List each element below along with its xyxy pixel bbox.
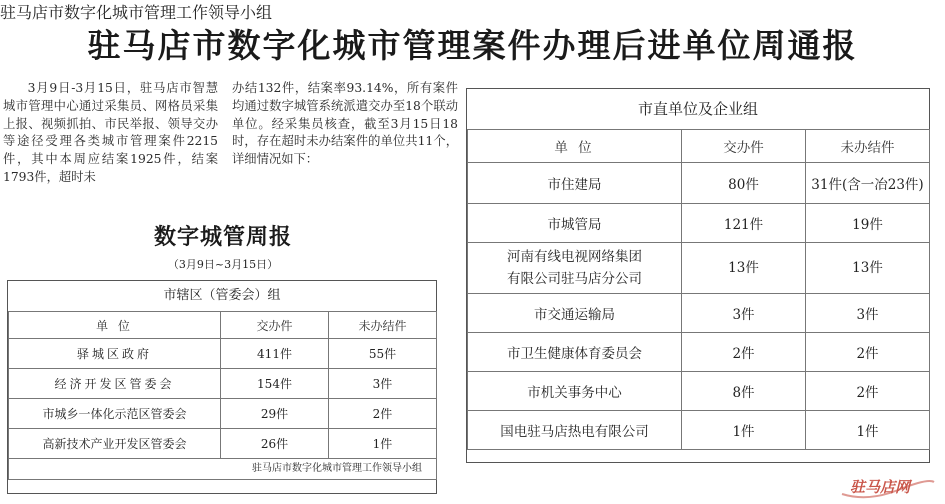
column-header-unit: 单 位 [9,312,221,339]
assigned-cell: 154件 [221,369,329,399]
table-row [468,294,930,333]
district-table-panel [7,280,437,494]
table-header-row [9,312,437,339]
site-watermark-logo [838,472,938,500]
column-header-unit: 单 位 [468,130,682,163]
unfinished-cell: 3件 [329,369,437,399]
assigned-cell: 29件 [221,399,329,429]
table-row [9,399,437,429]
unit-cell: 市交通运输局 [468,294,682,333]
unfinished-cell: 31件(含一冶23件) [806,163,930,204]
assigned-cell: 1件 [682,411,806,450]
assigned-cell: 80件 [682,163,806,204]
unit-cell: 市卫生健康体育委员会 [468,333,682,372]
unfinished-cell: 1件 [329,429,437,459]
unfinished-cell: 3件 [806,294,930,333]
assigned-cell: 26件 [221,429,329,459]
unit-cell-line1: 河南有线电视网络集团 [507,249,642,265]
unfinished-cell: 13件 [806,243,930,294]
weekly-report-date-range: （3月9日~3月15日） [167,258,279,271]
assigned-cell: 121件 [682,204,806,243]
city-table-panel [466,88,930,463]
column-header-unfinished: 未办结件 [329,312,437,339]
assigned-cell: 2件 [682,333,806,372]
unfinished-cell: 2件 [329,399,437,429]
table-row [9,339,437,369]
unit-cell-line2: 有限公司驻马店分公司 [507,271,642,287]
unit-cell: 驿城区政府 [9,339,221,369]
weekly-report-title: 数字城管周报 [153,225,292,250]
column-header-unfinished: 未办结件 [806,130,930,163]
table-row [468,333,930,372]
unfinished-cell: 55件 [329,339,437,369]
table-row [468,163,930,204]
table-row [9,369,437,399]
unfinished-cell: 1件 [806,411,930,450]
city-table-footer: 驻马店市数字化城市管理工作领导小组 [0,3,273,22]
unit-cell: 高新技术产业开发区管委会 [9,429,221,459]
city-table-title: 市直单位及企业组 [637,100,758,118]
page-title: 驻马店市数字化城市管理案件办理后进单位周通报 [87,26,858,65]
unit-cell: 市机关事务中心 [468,372,682,411]
column-header-assigned: 交办件 [221,312,329,339]
assigned-cell: 411件 [221,339,329,369]
city-table [467,129,930,450]
unit-cell: 经济开发区管委会 [9,369,221,399]
watermark-text: 驻马店网 [850,478,911,496]
table-row [468,411,930,450]
table-row [468,372,930,411]
table-row [468,243,930,294]
unfinished-cell: 2件 [806,333,930,372]
unit-cell: 市城乡一体化示范区管委会 [9,399,221,429]
assigned-cell: 8件 [682,372,806,411]
table-row [9,429,437,459]
intro-paragraph-left: 3月9日-3月15日，驻马店市智慧城市管理中心通过采集员、网格员采集上报、视频抓拍、市民举报、领导交办等途径受理各类城市管理案件2215件，其中本周应结案1925件，结案1793件，超时未 [3,81,218,184]
unfinished-cell: 2件 [806,372,930,411]
unit-cell: 市城管局 [468,204,682,243]
assigned-cell: 13件 [682,243,806,294]
table-row [468,204,930,243]
district-table [8,311,437,480]
unfinished-cell: 19件 [806,204,930,243]
district-table-footer: 驻马店市数字化城市管理工作领导小组 [9,459,437,480]
unit-cell: 国电驻马店热电有限公司 [468,411,682,450]
unit-cell: 市住建局 [468,163,682,204]
table-footer-row [9,459,437,480]
table-header-row [468,130,930,163]
intro-paragraph-right: 办结132件，结案率93.14%，所有案件均通过数字城管系统派遣交办至18个联动单位。经采集员核查，截至3月15日18时，存在超时未办结案件的单位共11个，详细情况如下： [232,81,458,167]
column-header-assigned: 交办件 [682,130,806,163]
assigned-cell: 3件 [682,294,806,333]
unit-cell [468,243,682,294]
district-table-title: 市辖区（管委会）组 [163,288,281,303]
